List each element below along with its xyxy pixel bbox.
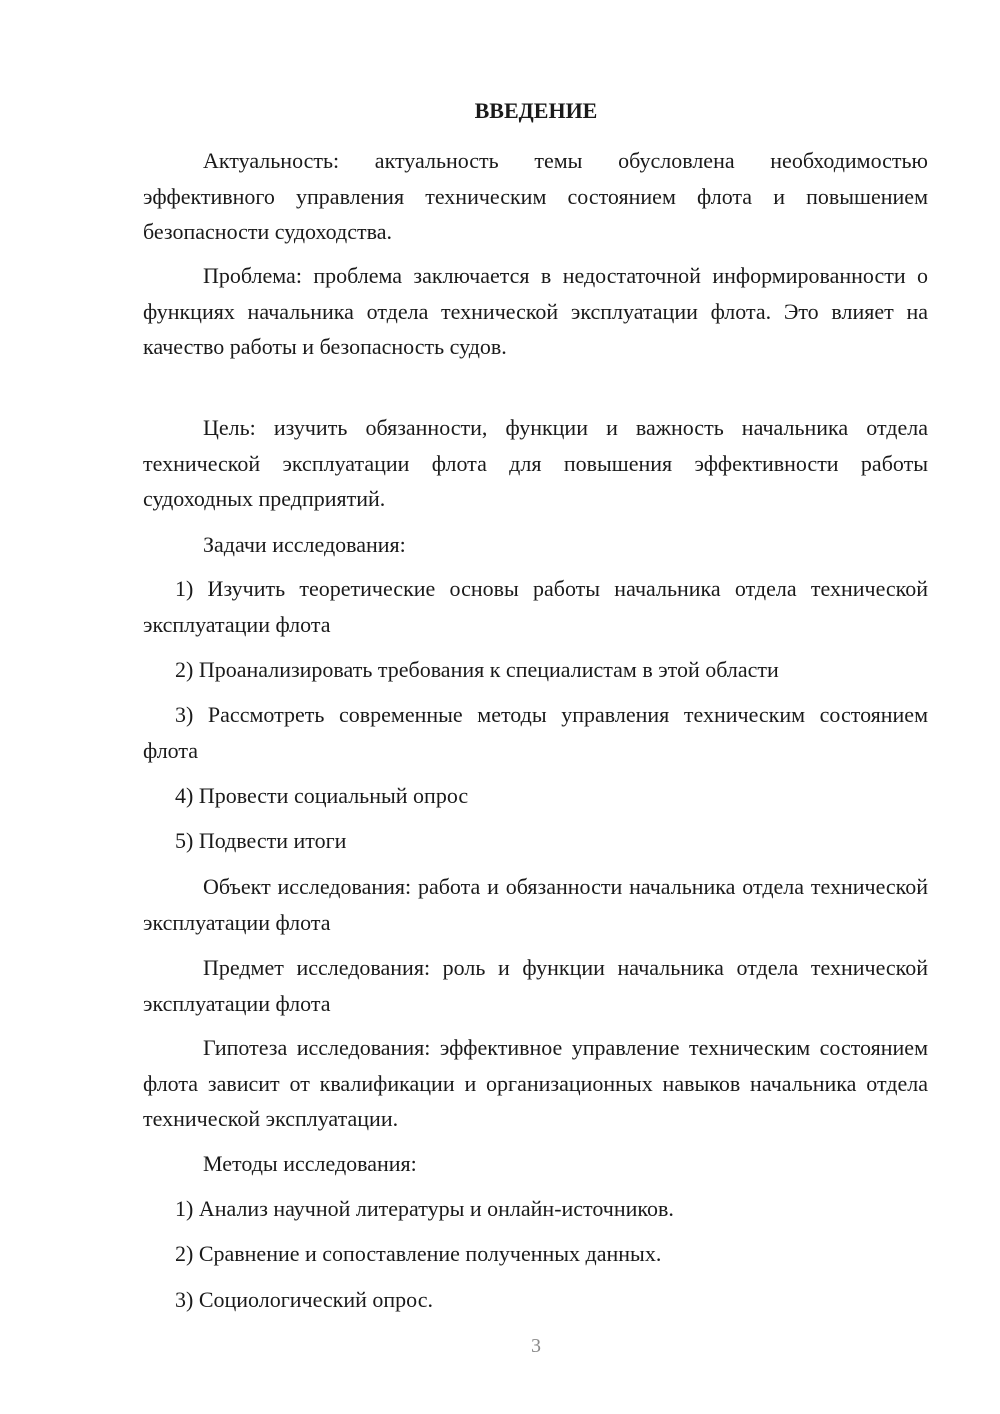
paragraph-hypothesis: Гипотеза исследования: эффективное управление техническим состоянием флота зависит от квалификации и организационных навыков начальника отдела технической эксплуатации. bbox=[143, 1035, 928, 1131]
paragraph-methods-heading: Методы исследования: bbox=[203, 1151, 417, 1176]
task-item-1: 1) Изучить теоретические основы работы начальника отдела технической эксплуатации флота bbox=[143, 576, 928, 637]
task-item-5: 5) Подвести итоги bbox=[175, 828, 347, 853]
page-number: 3 bbox=[531, 1335, 541, 1357]
paragraph-subject: Предмет исследования: роль и функции начальника отдела технической эксплуатации флота bbox=[143, 955, 928, 1016]
paragraph-object: Объект исследования: работа и обязанности начальника отдела технической эксплуатации флота bbox=[143, 874, 928, 935]
task-item-3: 3) Рассмотреть современные методы управления техническим состоянием флота bbox=[143, 702, 928, 763]
method-item-2: 2) Сравнение и сопоставление полученных данных. bbox=[175, 1241, 662, 1266]
paragraph-tasks-heading: Задачи исследования: bbox=[203, 532, 406, 557]
task-item-4: 4) Провести социальный опрос bbox=[175, 783, 469, 808]
paragraph-problem: Проблема: проблема заключается в недостаточной информированности о функциях начальника отдела технической эксплуатации флота. Это влияет на качество работы и безопасность судов. bbox=[143, 263, 928, 359]
method-item-1: 1) Анализ научной литературы и онлайн-источников. bbox=[175, 1196, 674, 1221]
paragraph-goal: Цель: изучить обязанности, функции и важность начальника отдела технической эксплуатации флота для повышения эффективности работы судоходных предприятий. bbox=[143, 415, 928, 511]
section-title: ВВЕДЕНИЕ bbox=[474, 98, 598, 123]
paragraph-relevance: Актуальность: актуальность темы обусловлена необходимостью эффективного управления техническим состоянием флота и повышением безопасности судоходства. bbox=[143, 148, 928, 244]
method-item-3: 3) Социологический опрос. bbox=[175, 1287, 433, 1312]
task-item-2: 2) Проанализировать требования к специалистам в этой области bbox=[175, 657, 779, 682]
